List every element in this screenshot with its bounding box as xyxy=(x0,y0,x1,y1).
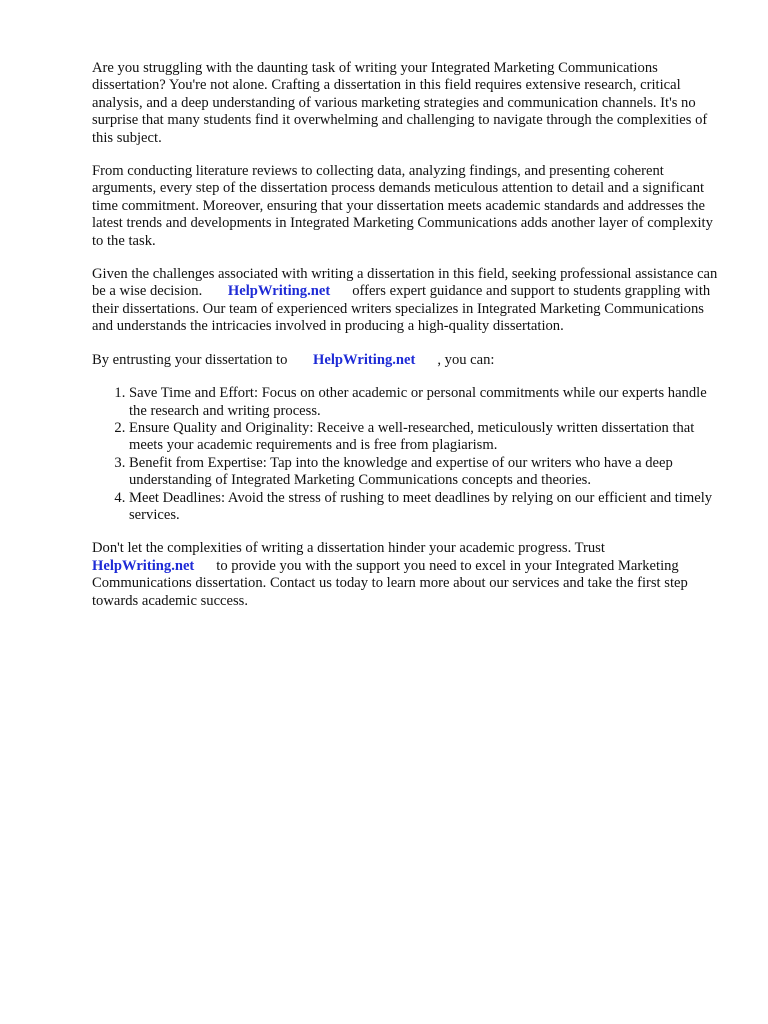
help-paragraph xyxy=(92,266,720,336)
intro-paragraph: Are you struggling with the daunting task of writing your Integrated Marketing Communications dissertation? You're not alone. Crafting a dissertation in this field requires extensive research, critical analysis, and a deep understanding of various marketing strategies and communication channels. It's no surprise that many students find it overwhelming and challenging to navigate through the complexities of this subject. xyxy=(92,60,708,146)
entrust-paragraph-before: By entrusting your dissertation to xyxy=(92,351,288,368)
help-paragraph-before: Given the challenges associated with writing a dissertation in this field, seeking professional assistance can be a wise decision. xyxy=(92,266,718,300)
entrust-paragraph-after: , you can: xyxy=(437,351,495,368)
process-paragraph: From conducting literature reviews to collecting data, analyzing findings, and presenting coherent arguments, every step of the dissertation process demands meticulous attention to detail and a significant time commitment. Moreover, ensuring that your dissertation meets academic standards and addresses the latest trends and developments in Integrated Marketing Communications adds another layer of complexity to the task. xyxy=(92,163,713,249)
closing-paragraph-before: Don't let the complexities of writing a dissertation hinder your academic progress. Trust xyxy=(92,540,605,557)
list-item: 1. Save Time and Effort: Focus on other academic or personal commitments while our experts handle the research and writing process. xyxy=(129,385,720,420)
document-body xyxy=(92,60,720,626)
entrust-paragraph xyxy=(92,352,720,369)
helpwriting-link[interactable]: HelpWriting.net xyxy=(227,283,331,300)
helpwriting-link[interactable]: HelpWriting.net xyxy=(313,351,416,368)
benefits-list xyxy=(92,385,720,524)
helpwriting-link[interactable]: HelpWriting.net xyxy=(92,557,195,574)
list-item: 2. Ensure Quality and Originality: Receive a well-researched, meticulously written dissertation that meets your academic requirements and is free from plagiarism. xyxy=(129,420,720,455)
help-paragraph-after: offers expert guidance and support to students grappling with their dissertations. Our team of experienced writers specializes in Integrated Marketing Communications and understands the intricacies involved in producing a high-quality dissertation. xyxy=(92,283,711,335)
closing-paragraph xyxy=(92,540,720,610)
closing-paragraph-after: to provide you with the support you need to excel in your Integrated Marketing Communications dissertation. Contact us today to learn more about our services and take the first step towards academic success. xyxy=(92,557,688,609)
list-item: 4. Meet Deadlines: Avoid the stress of rushing to meet deadlines by relying on our efficient and timely services. xyxy=(129,490,720,525)
list-item: 3. Benefit from Expertise: Tap into the knowledge and expertise of our writers who have a deep understanding of Integrated Marketing Communications concepts and theories. xyxy=(129,455,720,490)
